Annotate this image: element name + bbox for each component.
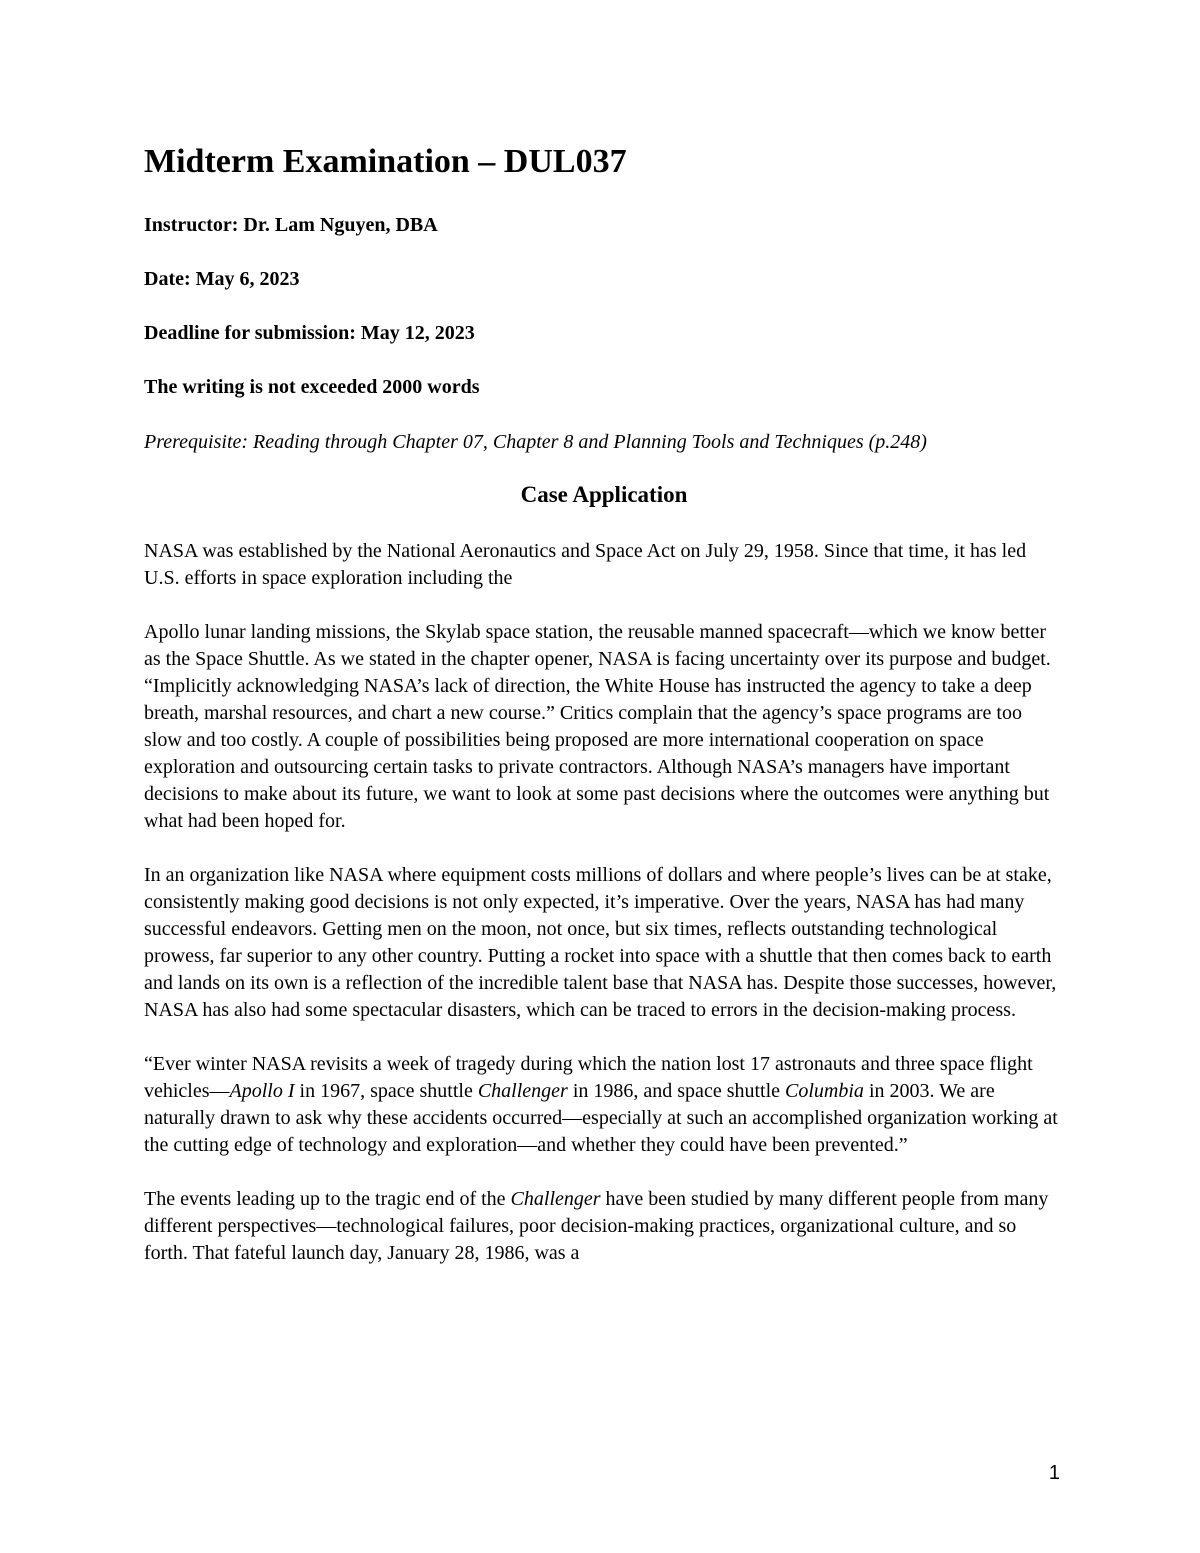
prerequisite-line: Prerequisite: Reading through Chapter 07, Chapter 8 and Planning Tools and Techniques (p.248) <box>144 430 927 453</box>
paragraph-5-part-a: The events leading up to the tragic end of the <box>144 1187 511 1210</box>
word-limit-line: The writing is not exceeded 2000 words <box>144 375 480 398</box>
page-number: 1 <box>1048 1462 1060 1484</box>
date-line: Date: May 6, 2023 <box>144 267 300 290</box>
challenger-name: Challenger <box>477 1079 568 1102</box>
document-title: Midterm Examination – DUL037 <box>144 143 627 180</box>
section-heading: Case Application <box>520 481 688 507</box>
apollo-name: Apollo I <box>229 1079 295 1102</box>
paragraph-4 <box>144 1051 1064 1159</box>
deadline-line: Deadline for submission: May 12, 2023 <box>144 321 475 344</box>
instructor-line: Instructor: Dr. Lam Nguyen, DBA <box>144 213 438 236</box>
challenger-name: Challenger <box>510 1187 601 1210</box>
paragraph-5 <box>144 1186 1064 1267</box>
paragraph-4-part-c: in 1986, and space shuttle <box>567 1079 786 1102</box>
paragraph-1: NASA was established by the National Aeronautics and Space Act on July 29, 1958. Since that time, it has led U.S. efforts in space exploration including the <box>144 539 1027 589</box>
paragraph-3: In an organization like NASA where equipment costs millions of dollars and where people’s lives can be at stake, consistently making good decisions is not only expected, it’s imperative. Over the years, NASA has had many successful endeavors. Getting men on the moon, not once, but six times, reflects outstanding technological prowess, far superior to any other country. Putting a rocket into space with a shuttle that then comes back to earth and lands on its own is a reflection of the incredible talent base that NASA has. Despite those successes, however, NASA has also had some spectacular disasters, which can be traced to errors in the decision-making process. <box>144 863 1057 1021</box>
paragraph-4-part-b: in 1967, space shuttle <box>294 1079 478 1102</box>
paragraph-4-part-a: “Ever winter NASA revisits a week of tragedy during which the nation lost 17 astronauts and three space flight vehicles— <box>144 1052 1033 1102</box>
columbia-name: Columbia <box>785 1079 864 1102</box>
paragraph-4-part-d: in 2003. We are naturally drawn to ask why these accidents occurred—especially at such an accomplished organization working at the cutting edge of technology and exploration—and whether they could have been prevented.” <box>144 1079 1058 1156</box>
paragraph-5-part-b: have been studied by many different people from many different perspectives—technological failures, poor decision-making practices, organizational culture, and so forth. That fateful launch day, January 28, 1986, was a <box>144 1187 1049 1264</box>
paragraph-2: Apollo lunar landing missions, the Skylab space station, the reusable manned spacecraft—which we know better as the Space Shuttle. As we stated in the chapter opener, NASA is facing uncertainty over its purpose and budget. “Implicitly acknowledging NASA’s lack of direction, the White House has instructed the agency to take a deep breath, marshal resources, and chart a new course.” Critics complain that the agency’s space programs are too slow and too costly. A couple of possibilities being proposed are more international cooperation on space exploration and outsourcing certain tasks to private contractors. Although NASA’s managers have important decisions to make about its future, we want to look at some past decisions where the outcomes were anything but what had been hoped for. <box>144 620 1051 832</box>
page-content <box>144 142 1064 1294</box>
